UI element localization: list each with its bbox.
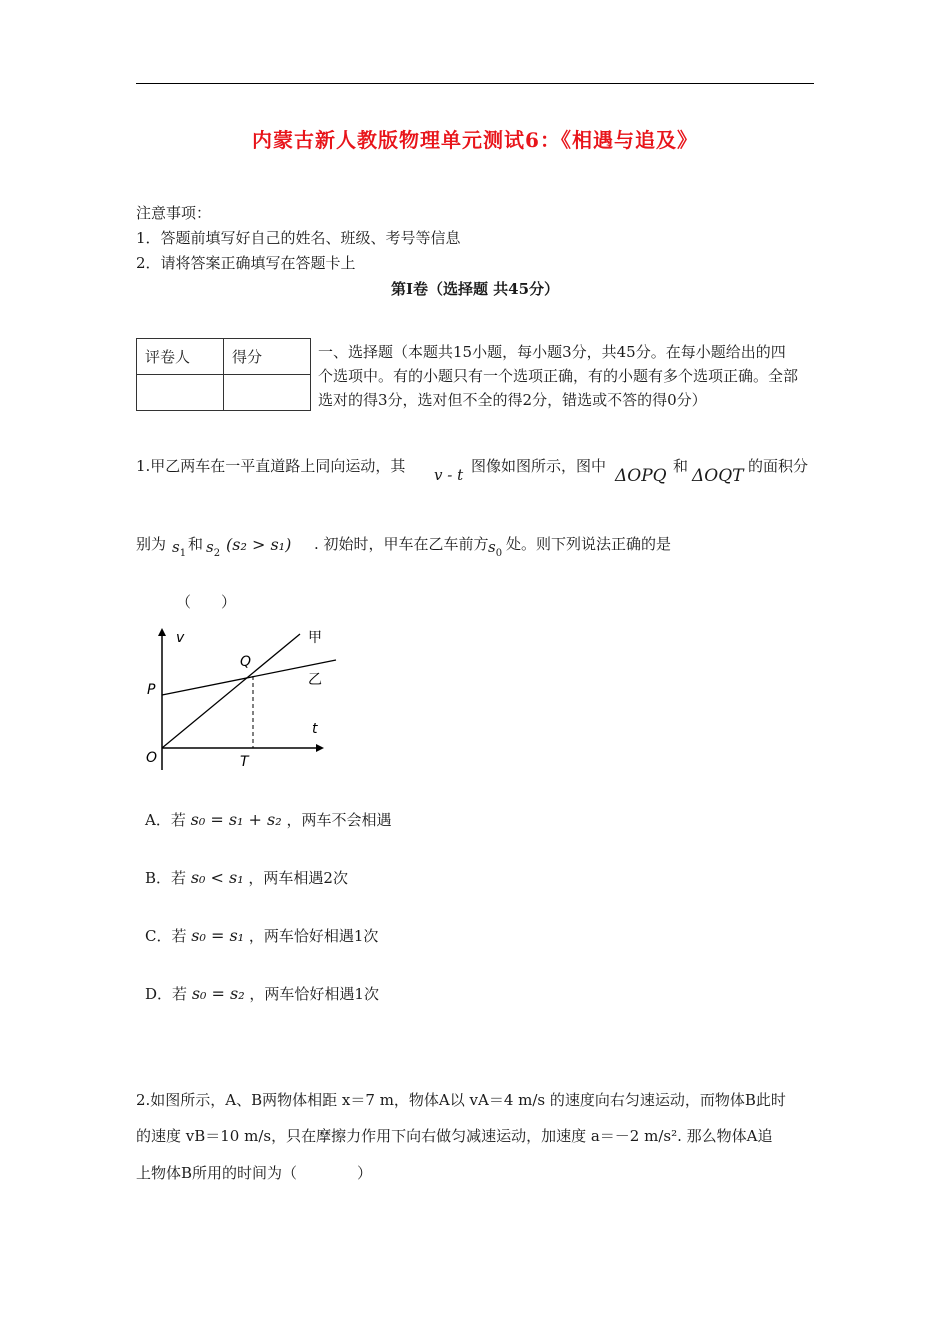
q2-line-3: 上物体B所用的时间为（ ） bbox=[136, 1164, 373, 1182]
notes-item-1: 1．答题前填写好自己的姓名、班级、考号等信息 bbox=[136, 229, 461, 247]
score-table-grader-header: 评卷人 bbox=[137, 339, 224, 375]
q1-triangle-opq: ΔOPQ bbox=[615, 466, 667, 486]
yi-label: 乙 bbox=[308, 672, 322, 688]
q1-line2-c: 处。则下列说法正确的是 bbox=[506, 535, 672, 553]
t-label: t bbox=[312, 721, 318, 737]
tt-label: T bbox=[240, 754, 249, 770]
page-title: 内蒙古新人教版物理单元测试6：《相遇与追及》 bbox=[252, 128, 698, 152]
section-title: 第Ⅰ卷（选择题 共45分） bbox=[390, 280, 560, 298]
q1-line2-b: . 初始时，甲车在乙车前方 bbox=[314, 535, 489, 553]
score-table-score-cell[interactable] bbox=[224, 375, 311, 411]
jia-label: 甲 bbox=[308, 630, 322, 646]
p-label: P bbox=[147, 682, 156, 698]
vt-graph bbox=[136, 620, 346, 775]
section-instructions: 一、选择题（本题共15小题，每小题3分，共45分。在每小题给出的四个选项中。有的小题只有一个选项正确，有的小题有多个选项正确。全部选对的得3分，选对但不全的得2分，错选或不答的得0分） bbox=[318, 343, 799, 409]
q1-condition: (s₂ > s₁) bbox=[226, 535, 292, 554]
score-table-score-header: 得分 bbox=[224, 339, 311, 375]
q1-text-a: 1.甲乙两车在一平直道路上同向运动，其 bbox=[136, 457, 406, 475]
q1-he: 和 bbox=[188, 535, 204, 553]
notes-item-2: 2．请将答案正确填写在答题卡上 bbox=[136, 254, 356, 272]
t-axis-arrow bbox=[316, 744, 324, 752]
q1-s0: $s_0$ bbox=[488, 538, 503, 559]
q1-option-a[interactable]: A．若 s₀ = s₁ + s₂ ，两车不会相遇 bbox=[145, 810, 392, 829]
q1-option-b[interactable]: B．若 s₀ < s₁ ，两车相遇2次 bbox=[145, 868, 348, 887]
header-rule bbox=[136, 83, 814, 84]
q1-option-c[interactable]: C．若 s₀ = s₁ ，两车恰好相遇1次 bbox=[145, 926, 379, 945]
q1-s2: $s_2$ bbox=[206, 538, 221, 559]
q1-triangle-oqt: ΔOQT bbox=[692, 466, 744, 486]
q1-text-b: 图像如图所示，图中 bbox=[471, 457, 607, 475]
q1-line2-a: 别为 bbox=[136, 535, 167, 553]
notes-heading: 注意事项： bbox=[136, 204, 212, 222]
q1-s1: $s_1$ bbox=[172, 538, 187, 559]
v-axis-arrow bbox=[158, 628, 166, 636]
origin-label: O bbox=[146, 750, 158, 766]
q1-vt: v - t bbox=[434, 466, 464, 484]
q2-line-2: 的速度 vB＝10 m/s，只在摩擦力作用下向右做匀减速运动，加速度 a＝－2 m/s². 那么物体A追 bbox=[136, 1127, 773, 1145]
q1-answer-paren: （ ） bbox=[176, 593, 237, 611]
q1-option-d[interactable]: D．若 s₀ = s₂ ，两车恰好相遇1次 bbox=[145, 984, 379, 1003]
score-table-grader-cell[interactable] bbox=[137, 375, 224, 411]
q2-line-1: 2.如图所示，A、B两物体相距 x＝7 m，物体A以 vA＝4 m/s 的速度向右匀速运动，而物体B此时 bbox=[136, 1091, 786, 1109]
q1-text-c: 的面积分 bbox=[748, 457, 809, 475]
q-label: Q bbox=[240, 654, 252, 670]
v-label: v bbox=[176, 630, 185, 646]
q1-and: 和 bbox=[673, 457, 689, 475]
score-table bbox=[136, 338, 311, 411]
